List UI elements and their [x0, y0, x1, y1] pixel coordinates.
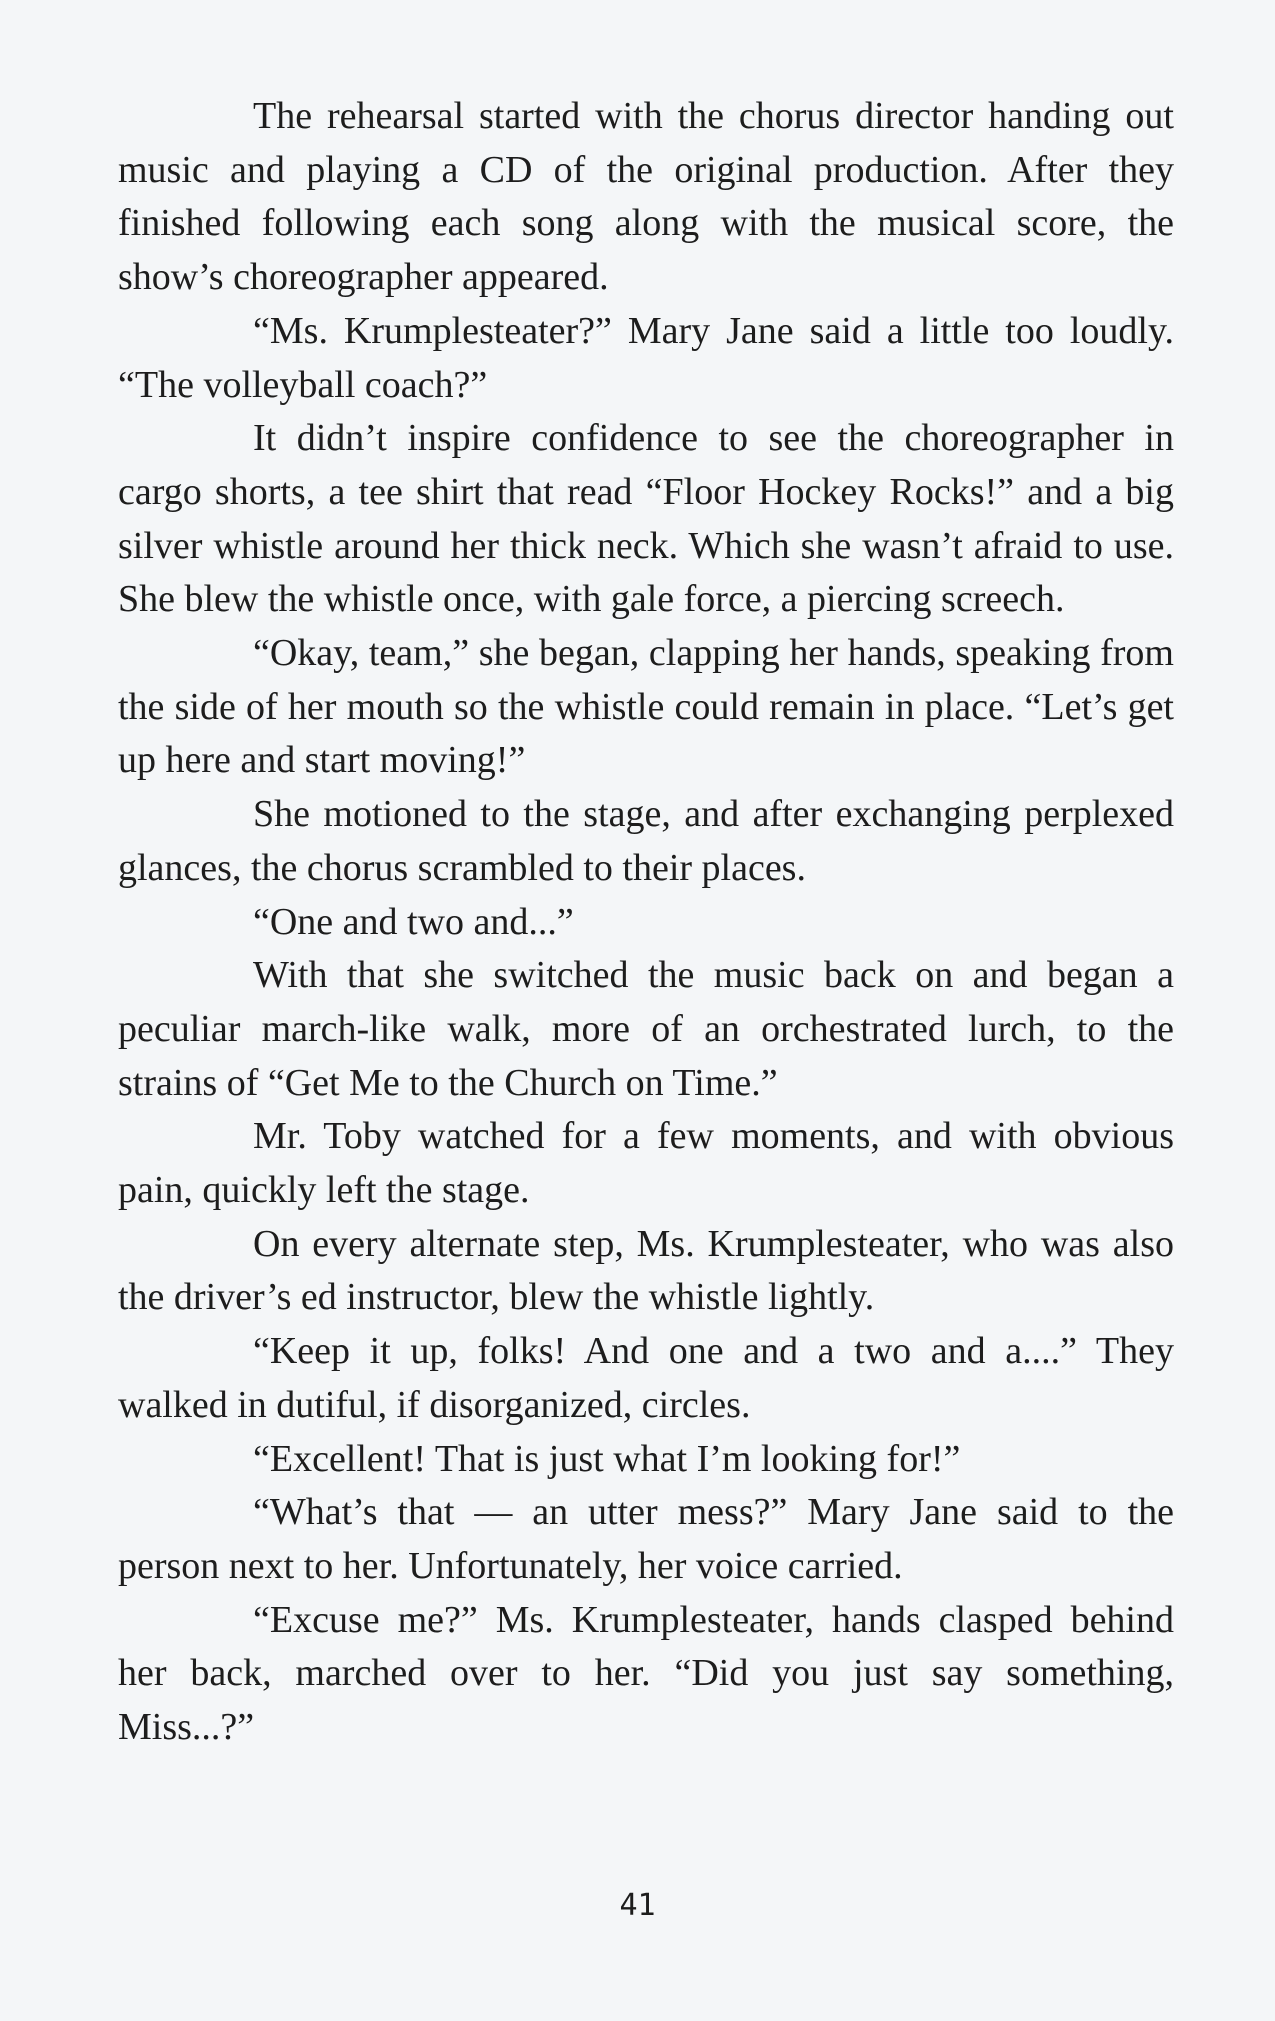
paragraph: It didn’t inspire confidence to see the choreographer in cargo shorts, a tee shirt that read “Floor Hockey Rocks!” and a big silver whistle around her thick neck. Which she wasn’t afraid to use. She blew the whistle once, with gale force, a piercing screech. [118, 417, 1174, 621]
paragraph: On every alternate step, Ms. Krumplesteater, who was also the driver’s ed instructor, blew the whistle lightly. [118, 1222, 1174, 1319]
paragraph: “Ms. Krumplesteater?” Mary Jane said a little too loudly. “The volleyball coach?” [118, 309, 1174, 406]
page-number: 41 [619, 1888, 656, 1923]
paragraph: “One and two and...” [253, 900, 574, 943]
paragraph: “Excuse me?” Ms. Krumplesteater, hands clasped behind her back, marched over to her. “Did you just say something, Miss...?” [118, 1598, 1174, 1749]
paragraph: “What’s that — an utter mess?” Mary Jane said to the person next to her. Unfortunately, her voice carried. [118, 1491, 1174, 1587]
paragraph: The rehearsal started with the chorus director handing out music and playing a CD of the original production. After they finished following each song along with the musical score, the show’s choreographer appeared. [118, 95, 1174, 299]
paragraph: “Okay, team,” she began, clapping her hands, speaking from the side of her mouth so the whistle could remain in place. “Let’s get up here and start moving!” [118, 632, 1174, 782]
paragraph: “Excellent! That is just what I’m looking for!” [253, 1437, 961, 1480]
paragraph: “Keep it up, folks! And one and a two and a....” They walked in dutiful, if disorganized, circles. [118, 1330, 1174, 1426]
paragraph: Mr. Toby watched for a few moments, and with obvious pain, quickly left the stage. [118, 1115, 1174, 1212]
body-text [118, 90, 1174, 1755]
paragraph: With that she switched the music back on and began a peculiar march-like walk, more of an orchestrated lurch, to the strains of “Get Me to the Church on Time.” [118, 954, 1174, 1104]
paragraph: She motioned to the stage, and after exchanging perplexed glances, the chorus scrambled to their places. [118, 793, 1174, 889]
